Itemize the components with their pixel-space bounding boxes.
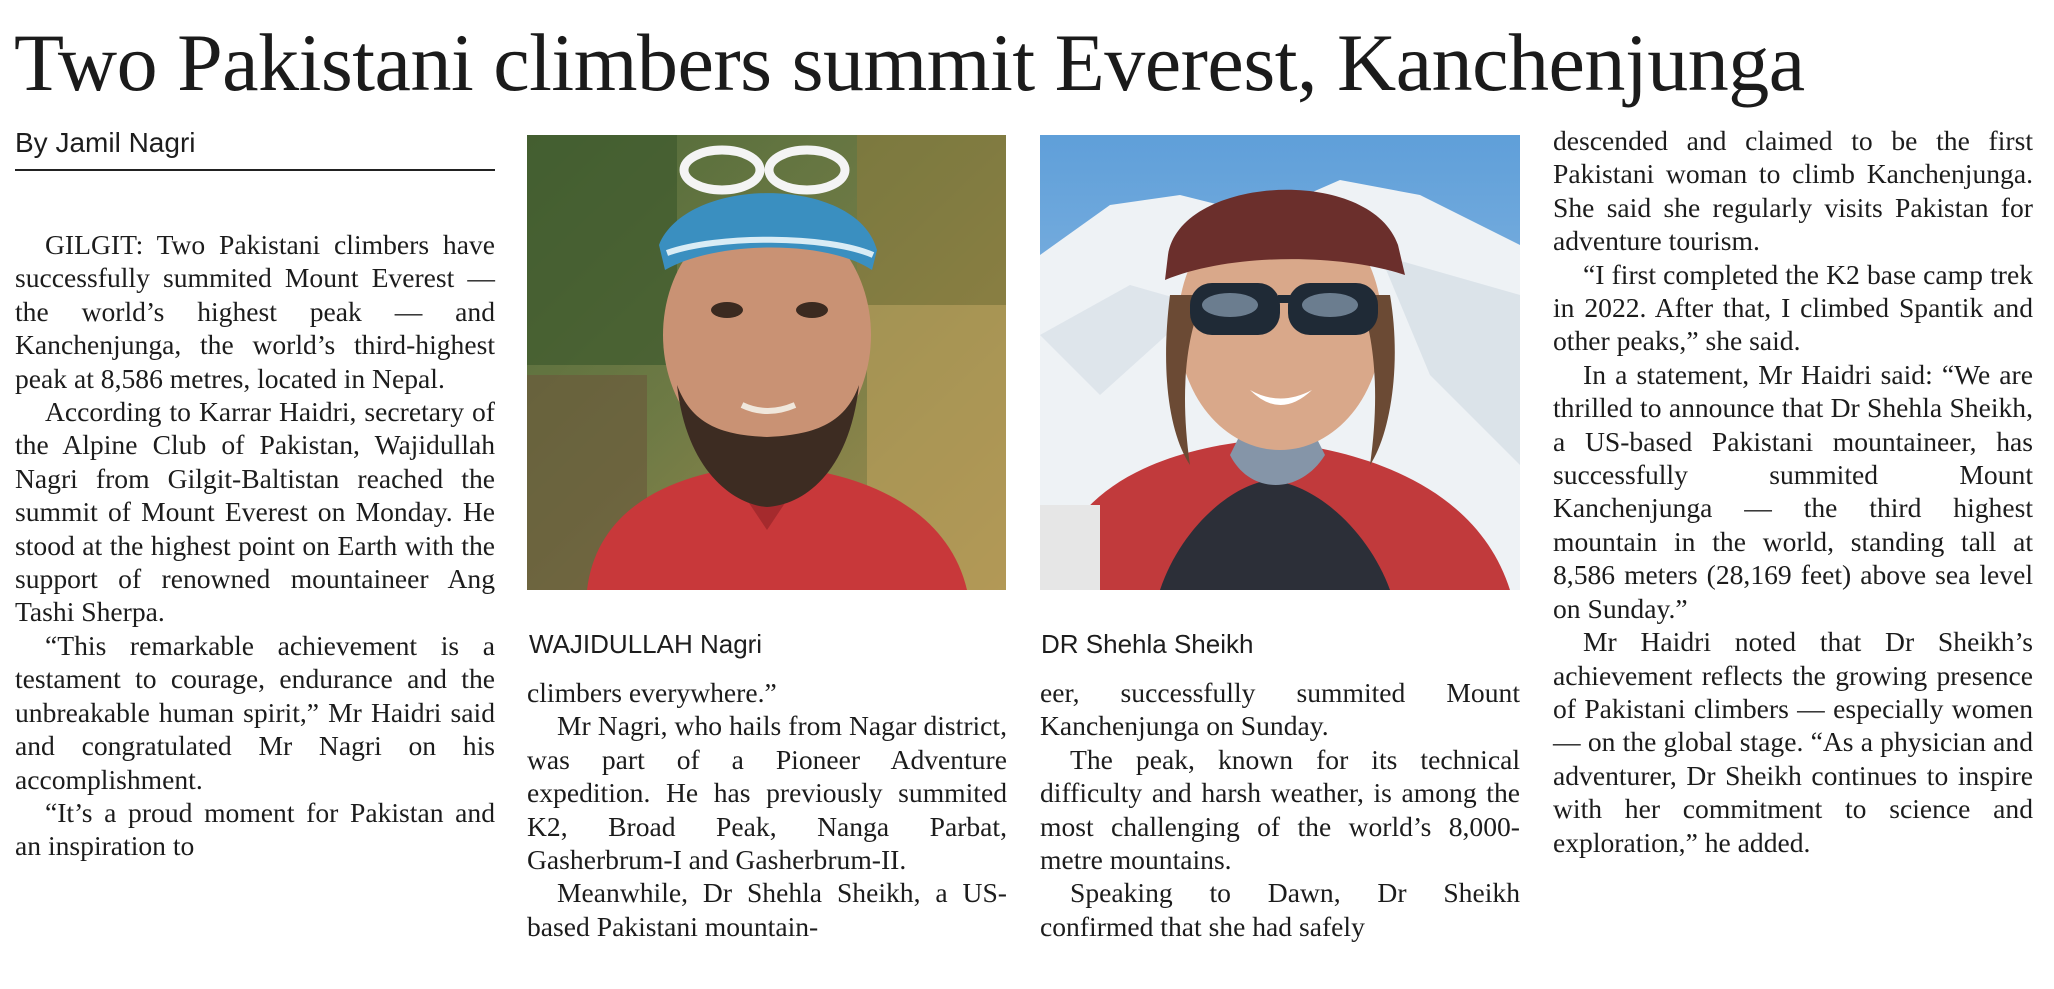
article-paragraph: According to Karrar Haidri, secretary of the Alpine Club of Pakistan, Wajidullah Nagri from Gilgit-Baltistan reached the summit of Mount Everest on Monday. He stood at the highest point on Earth with the support of renowned mountaineer Ang Tashi Sherpa.: [15, 396, 495, 628]
portrait-woman-illustration: [1040, 135, 1520, 590]
article-paragraph: Speaking to Dawn, Dr Sheikh confirmed that she had safely: [1040, 877, 1520, 942]
article-paragraph: “This remarkable achievement is a testament to courage, endurance and the unbreakable human spirit,” Mr Haidri said and congratulated Mr Nagri on his accomplishment.: [15, 629, 495, 795]
portrait-man-illustration: [527, 135, 1006, 590]
article-paragraph: Meanwhile, Dr Shehla Sheikh, a US- based Pakistani mountain-: [527, 877, 1007, 942]
article-paragraph: “It’s a proud moment for Pakistan and an inspiration to: [15, 796, 495, 862]
article-column-1: [15, 228, 495, 863]
article-paragraph: In a statement, Mr Haidri said: “We are thrilled to announce that Dr Shehla Sheikh, a US-based Pakistani mountaineer, has successfully summited Mount Kanchenjunga — the third highest mountain in the world, standing tall at 8,586 meters (28,169 feet) above sea level on Sunday.”: [1553, 358, 2033, 624]
byline-rule: [15, 169, 495, 171]
article-paragraph: climbers everywhere.”: [527, 677, 777, 708]
photo-caption: WAJIDULLAH Nagri: [529, 629, 763, 659]
article-column-4: [1553, 124, 2033, 859]
article-paragraph: GILGIT: Two Pakistani climbers have successfully summited Mount Everest — the world’s highest peak — and Kanchenjunga, the world’s third-highest peak at 8,586 metres, located in Nepal.: [15, 229, 495, 394]
article-paragraph: Mr Nagri, who hails from Nagar district, was part of a Pioneer Adventure expedition. He has previously summited K2, Broad Peak, Nanga Parbat, Gasherbrum-I and Gasherbrum-II.: [527, 710, 1007, 876]
article-column-3: [1040, 676, 1520, 943]
photo-caption: DR Shehla Sheikh: [1041, 629, 1254, 659]
byline: By Jamil Nagri: [15, 127, 196, 158]
article-paragraph: eer, successfully summited Mount Kanchenjunga on Sunday.: [1040, 677, 1520, 742]
article-paragraph: The peak, known for its technical difficulty and harsh weather, is among the most challenging of the world’s 8,000-metre mountains.: [1040, 743, 1520, 876]
article-paragraph: “I first completed the K2 base camp trek in 2022. After that, I climbed Spantik and other peaks,” she said.: [1553, 258, 2033, 357]
article-paragraph: descended and claimed to be the first Pakistani woman to climb Kanchenjunga. She said she regularly visits Pakistan for adventure tourism.: [1553, 125, 2033, 257]
photo-wajidullah-nagri: [527, 135, 1006, 590]
headline: Two Pakistani climbers summit Everest, Kanchenjunga: [14, 17, 1805, 108]
photo-shehla-sheikh: [1040, 135, 1520, 590]
article-paragraph: Mr Haidri noted that Dr Sheikh’s achievement reflects the growing presence of Pakistani climbers — especially women — on the global stage. “As a physician and adventurer, Dr Sheikh continues to inspire with her commitment to science and exploration,” he added.: [1553, 626, 2033, 858]
article-column-2: [527, 676, 1007, 943]
